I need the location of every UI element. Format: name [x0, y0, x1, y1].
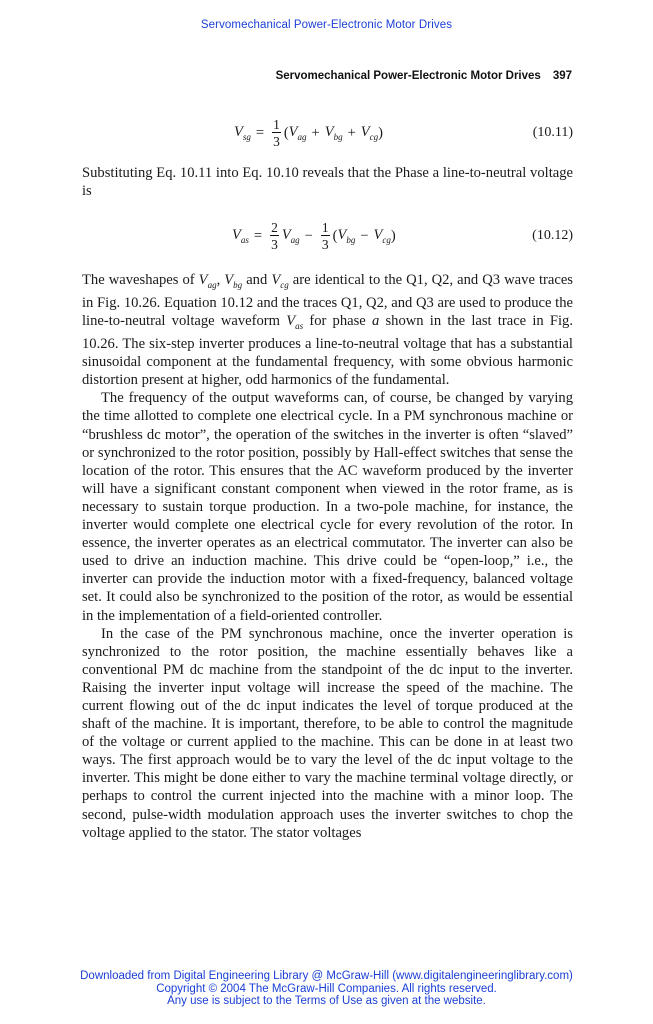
running-head-title: Servomechanical Power-Electronic Motor Drives: [275, 70, 541, 82]
eq12-term-ag: $V_{ag}$: [281, 227, 300, 245]
paragraph-waveshapes: The waveshapes of $V_{ag}$, $V_{bg}$ and $V_{cg}$ are identical to the Q1, Q2, and Q3 wave traces in Fig. 10.26. Equation 10.12 and the traces Q1, Q2, and Q3 are used to produce the line-to-neutral voltage waveform $V_{as}$ for phase a shown in the last trace in Fig. 10.26. The six-step inverter produces a line-to-neutral voltage that has a substantial sinusoidal component at the fundamental frequency, with some obvious harmonic distortion present at higher, odd harmonics of the fundamental.: [82, 272, 573, 389]
footer-terms-line[interactable]: Any use is subject to the Terms of Use as given at the website.: [167, 995, 486, 1008]
body-text: [82, 271, 573, 842]
equation-10-11-math: $V_{sg}$ = $\frac{1}{3}$ ( $V_{ag}$ + $V_{bg}$ + $V_{cg}$ ): [234, 116, 383, 149]
eq11-fraction: $\frac{1}{3}$: [273, 116, 280, 149]
paragraph-substitution: [82, 164, 573, 200]
running-head: [276, 70, 572, 82]
page-number: 397: [552, 70, 572, 82]
eq11-lhs: $V_{sg}$: [234, 124, 251, 142]
eq12-fraction-2-3: $\frac{2}{3}$: [271, 219, 278, 252]
eq11-term-ag: $V_{ag}$: [288, 124, 307, 142]
eq12-term-bg: $V_{bg}$: [337, 227, 356, 245]
equation-10-11: [82, 116, 573, 150]
source-banner: Servomechanical Power-Electronic Motor Drives: [200, 19, 453, 31]
paragraph-pm-machine: In the case of the PM synchronous machine, once the inverter operation is synchronized to the rotor position, the machine essentially behaves like a conventional PM dc machine from the standpoint of the dc input to the inverter. Raising the inverter input voltage will increase the speed of the machine. The current flowing out of the dc input indicates the level of torque produced at the shaft of the machine. It is important, therefore, to be able to control the magnitude of the voltage or current applied to the machine. This can be done in at least two ways. The first approach would be to vary the level of the dc input voltage to the inverter. This might be done either to vary the machine terminal voltage directly, or perhaps to control the current injected into the machine with a minor loop. The second, pulse-width modulation approach uses the inverter switches to chop the voltage applied to the stator. The stator voltages: [82, 625, 573, 841]
equation-10-12-math: $V_{as}$ = $\frac{2}{3}$ $V_{ag}$ − $\frac{1}{3}$ ( $V_{bg}$ − $V_{cg}$ ): [232, 219, 396, 252]
eq11-term-bg: $V_{bg}$: [324, 124, 343, 142]
eq12-term-cg: $V_{cg}$: [373, 227, 391, 245]
eq12-fraction-1-3: $\frac{1}{3}$: [321, 219, 329, 252]
equation-10-12: [82, 219, 573, 253]
paragraph-frequency: The frequency of the output waveforms can, of course, be changed by varying the time allotted to complete one electrical cycle. In a PM synchronous machine or “brushless dc motor”, the operation of the switches in the inverter is often “slaved” or synchronized to the rotor position, possibly by Hall-effect switches that sense the location of the rotor. This ensures that the AC waveform produced by the inverter will have a significant constant component when viewed in the rotor frame, as is necessary to sustain torque production. In a two-pole machine, for instance, the inverter would complete one electrical cycle for every revolution of the rotor. In essence, the inverter operates as an electrical commutator. The inverter can also be used to drive an induction machine. This drive could be “open-loop,” i.e., the inverter can provide the induction motor with a fixed-frequency, balanced voltage set. It could also be synchronized to the position of the rotor, as would be essential in the implementation of a field-oriented controller.: [82, 390, 573, 624]
footer-copyright-line: Copyright © 2004 The McGraw-Hill Companies. All rights reserved.: [156, 982, 497, 995]
eq11-term-cg: $V_{cg}$: [360, 124, 379, 142]
equation-number: (10.11): [532, 125, 573, 140]
eq12-lhs: $V_{as}$: [232, 227, 249, 245]
footer-download-line[interactable]: Downloaded from Digital Engineering Library @ McGraw-Hill (www.digitalengineeringlibrary.com): [80, 970, 573, 982]
paragraph-text: Substituting Eq. 10.11 into Eq. 10.10 reveals that the Phase a line-to-neutral voltage is: [82, 165, 573, 200]
footer: [0, 970, 653, 1008]
equation-number: (10.12): [532, 228, 573, 243]
